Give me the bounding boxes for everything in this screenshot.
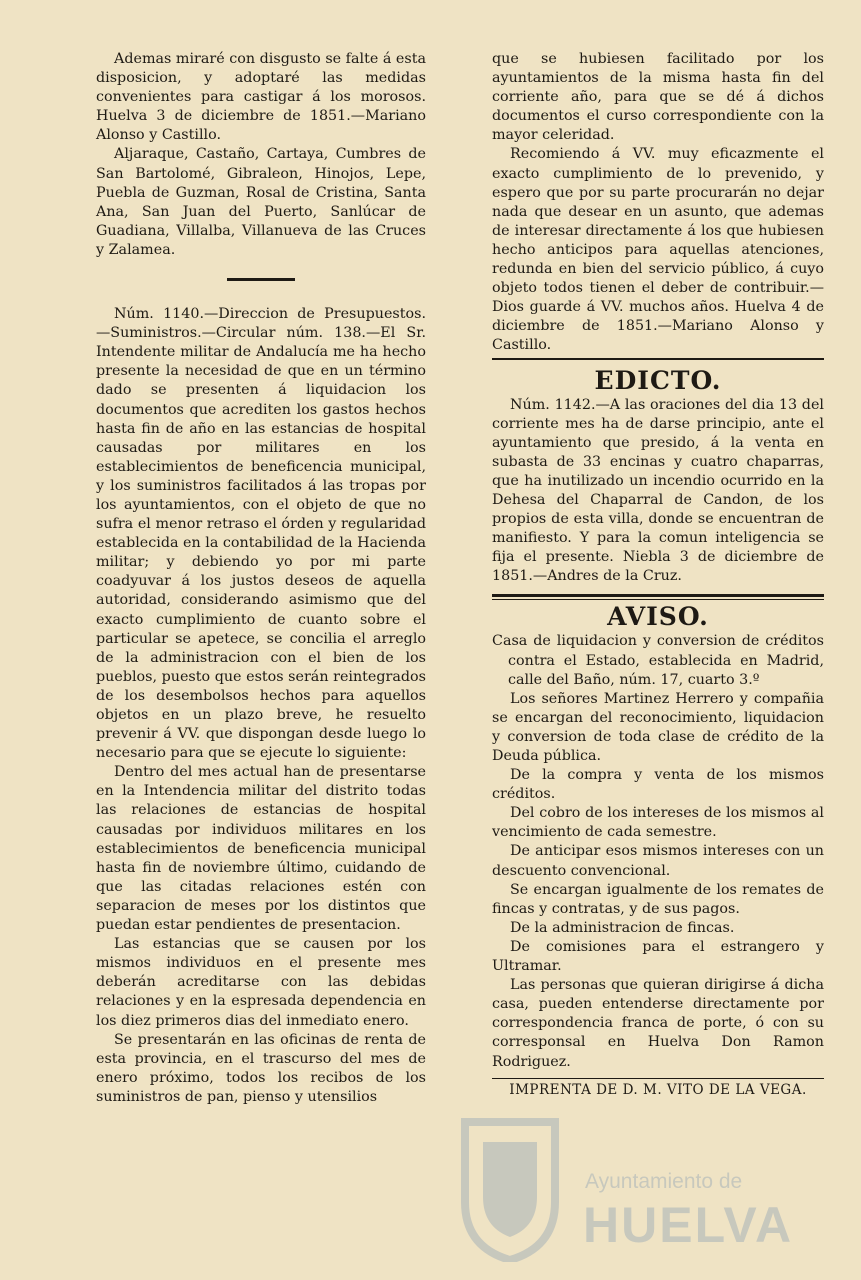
circular-closing: Recomiendo á VV. muy eficazmente el exacto cumplimiento de lo prevenido, y espero que por su parte procurarán no dejar nada que desear en un asunto, que ademas de interesar directamente á los que hubiesen hecho anticipos para aquellas atenciones, redunda en bien del servicio público, á cuyo objeto todos tienen el deber de contribuir.—Dios guarde á VV. muchos años. Huelva 4 de diciembre de 1851.—Mariano Alonso y Castillo. <box>492 146 824 354</box>
edicto-body: Núm. 1142.—A las oraciones del dia 13 del corriente mes ha de darse principio, ante el ayuntamiento que presido, á la venta en subasta de 33 encinas y cuatro chaparras, que ha inutilizado un incendio ocurrido en la Dehesa del Chaparral de Candon, de los propios de esta villa, donde se encuentran de manifiesto. Y para la comun inteligencia se fija el presente. Niebla 3 de diciembre de 1851.—Andres de la Cruz. <box>492 396 824 585</box>
watermark-line-1: Ayuntamiento de <box>585 1170 743 1193</box>
right-column <box>492 50 824 1100</box>
circular-1140-point-2: Las estancias que se causen por los mismos individuos en el presente mes deberán acreditarse con las debidas relaciones y en la espresada dependencia en los diez primeros dias del inmediato enero. <box>96 936 426 1029</box>
aviso-item: Las personas que quieran dirigirse á dicha casa, pueden entenderse directamente por correspondencia franca de porte, ó con su corresponsal en Huelva Don Ramon Rodriguez. <box>492 977 824 1070</box>
circular-continuation: que se hubiesen facilitado por los ayuntamientos de la misma hasta fin del corriente año, para que se dé á dichos documentos el curso correspondiente con la mayor celeridad. <box>492 51 824 144</box>
circular-1140-intro: Núm. 1140.—Direccion de Presupuestos.—Suministros.—Circular núm. 138.—El Sr. Intendente militar de Andalucía me ha hecho presente la necesidad de que en un término dado se presenten á liquidacion los documentos que acrediten los gastos hechos hasta fin de año en las estancias de hospital causadas por militares en los establecimientos de beneficencia municipal, y los suministros facilitados á las tropas por los ayuntamientos, con el objeto de que no sufra el menor retraso el órden y regularidad establecida en la contabilidad de la Hacienda militar; y debiendo yo por mi parte coadyuvar á los justos deseos de aquella autoridad, considerando asimismo que del exacto cumplimiento de cuanto sobre el particular se apetece, se concilia el arreglo de la administracion con el bien de los pueblos, puesto que estos serán reintegrados de los desembolsos hechos para aquellos objetos en un plazo breve, he resuelto prevenir á VV. que dispongan desde luego lo necesario para que se ejecute lo siguiente: <box>96 306 426 762</box>
circular-1140-point-1: Dentro del mes actual han de presentarse en la Intendencia militar del distrito todas las relaciones de estancias de hospital causadas por individuos militares en los establecimientos de beneficencia municipal hasta fin de noviembre último, cuidando de que las citadas relaciones estén con separacion de meses por los distintos que puedan estar pendientes de presentacion. <box>96 764 426 934</box>
aviso-item: Del cobro de los intereses de los mismos al vencimiento de cada semestre. <box>492 805 824 841</box>
left-column <box>96 50 426 1107</box>
aviso-item: De la administracion de fincas. <box>510 919 735 936</box>
closing-paragraph: Ademas miraré con disgusto se falte á esta disposicion, y adoptaré las medidas convenientes para castigar á los morosos. Huelva 3 de diciembre de 1851.—Mariano Alonso y Castillo. <box>96 51 426 144</box>
aviso-item: Se encargan igualmente de los remates de fincas y contratas, y de sus pagos. <box>492 881 824 917</box>
aviso-item: De la compra y venta de los mismos créditos. <box>492 767 824 803</box>
watermark-line-2: HUELVA <box>583 1197 794 1253</box>
circular-1140-point-3: Se presentarán en las oficinas de renta de esta provincia, en el trascurso del mes de enero próximo, todos los recibos de los suministros de pan, pienso y utensilios <box>96 1031 426 1105</box>
city-shield-icon <box>455 1112 565 1262</box>
printer-imprint: IMPRENTA DE D. M. VITO DE LA VEGA. <box>492 1078 824 1100</box>
section-divider <box>227 278 295 281</box>
aviso-heading: AVISO. <box>607 602 709 632</box>
towns-list: Aljaraque, Castaño, Cartaya, Cumbres de San Bartolomé, Gibraleon, Hinojos, Lepe, Puebla de Guzman, Rosal de Cristina, Santa Ana, San Juan del Puerto, Sanlúcar de Guadiana, Villalba, Villanueva de las Cruces y Zalamea. <box>96 146 426 258</box>
edicto-heading: EDICTO. <box>594 365 722 395</box>
aviso-item: Los señores Martinez Herrero y compañia se encargan del reconocimiento, liquidacion y conversion de toda clase de crédito de la Deuda pública. <box>492 690 824 764</box>
section-divider <box>492 358 824 360</box>
section-divider <box>492 594 824 600</box>
aviso-item: De anticipar esos mismos intereses con un descuento convencional. <box>492 843 824 879</box>
archive-watermark <box>455 1110 815 1270</box>
aviso-item: De comisiones para el estrangero y Ultramar. <box>492 938 824 975</box>
aviso-intro: Casa de liquidacion y conversion de créditos contra el Estado, establecida en Madrid, calle del Baño, núm. 17, cuarto 3.º <box>492 633 824 688</box>
